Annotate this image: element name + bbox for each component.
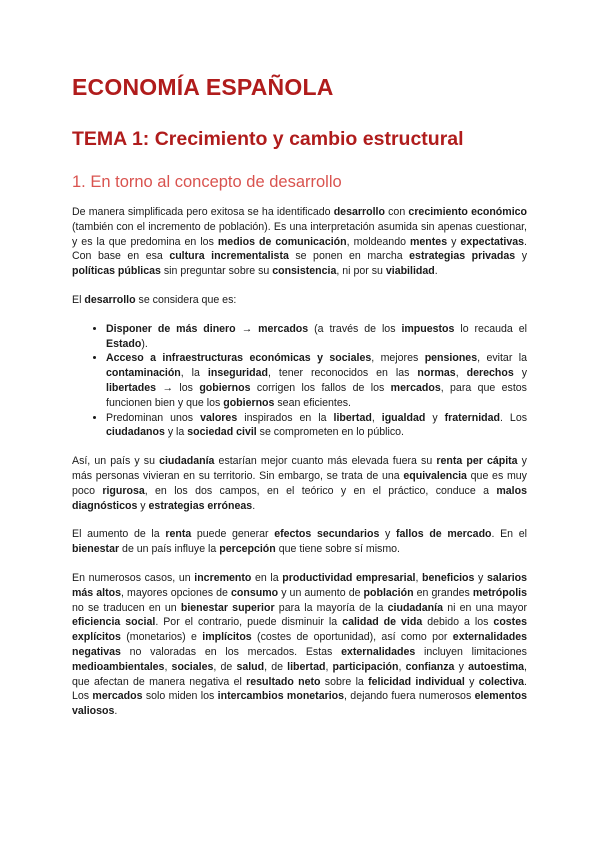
bold-term: consistencia — [272, 265, 337, 278]
text-run: , — [371, 411, 382, 424]
bold-term: políticas públicas — [72, 265, 161, 278]
text-run: , que afectan de manera negativa el — [72, 660, 527, 688]
bold-term: Disponer de más dinero → mercados — [106, 322, 309, 335]
text-run: . Con base en esa — [72, 235, 527, 263]
bold-term: normas — [417, 367, 456, 380]
bold-term: crecimiento económico — [408, 206, 528, 218]
text-run: Así, un país y su — [72, 455, 160, 468]
text-run: , — [164, 660, 172, 673]
text-run: , dejando fuera numerosos — [344, 690, 475, 703]
text-run: En numerosos casos, un — [72, 571, 195, 584]
text-run: , tener reconocidos en las — [267, 367, 418, 380]
bold-term: renta — [165, 528, 192, 541]
bold-term: libertad — [333, 411, 372, 424]
text-run: De manera simplificada pero exitosa se ha identificado — [72, 206, 334, 218]
bold-term: estrategias erróneas — [148, 499, 253, 512]
text-run: El aumento de la — [72, 528, 166, 541]
text-run: (también con el incremento de población). Es una interpretación asumida sin apenas cuestionar, y es la que predomina en los — [72, 220, 527, 248]
text-run: , evitar la — [477, 352, 528, 365]
bold-term: viabilidad — [385, 265, 435, 278]
text-run: con — [384, 206, 409, 218]
bold-term: ciudadanos — [106, 426, 165, 439]
text-run: lo recauda el — [454, 322, 527, 335]
bold-term: impuestos — [401, 322, 455, 335]
paragraph-development-definition — [72, 293, 527, 308]
text-run: , de — [213, 660, 237, 673]
text-run: , en los dos campos, en el teórico y en el práctico, conduce a — [144, 484, 497, 497]
bold-term: calidad de vida — [342, 616, 423, 629]
text-run: → los — [156, 381, 200, 394]
bold-term: equivalencia — [403, 469, 467, 482]
text-run: y — [454, 660, 469, 673]
paragraph-income — [72, 454, 527, 513]
text-run: solo miden los — [142, 690, 218, 703]
text-run: (costes de oportunidad), así como por — [251, 631, 453, 644]
bold-term: cultura incrementalista — [169, 250, 289, 263]
bold-term: bienestar superior — [180, 601, 275, 614]
text-run: sobre la — [320, 675, 369, 688]
text-run: , — [325, 660, 333, 673]
bold-term: gobiernos — [223, 396, 275, 409]
text-run: y — [447, 235, 461, 248]
bold-term: Estado — [106, 337, 142, 350]
bold-term: bienestar — [72, 543, 120, 556]
bullet-item-infrastructure — [106, 351, 527, 410]
text-run: para la mayoría de la — [274, 601, 388, 614]
bold-term: estrategias privadas — [409, 250, 516, 263]
text-run: Predominan unos — [106, 411, 201, 424]
bold-term: expectativas — [460, 235, 525, 248]
text-run: , la — [180, 367, 208, 380]
text-run: y la — [164, 426, 188, 439]
bold-term: mentes — [410, 235, 448, 248]
bold-term: externalidades — [341, 645, 416, 658]
text-run: ni en una mayor — [442, 601, 527, 614]
text-run: se ponen en marcha — [288, 250, 410, 263]
bold-term: beneficios — [422, 571, 475, 584]
bold-term: efectos secundarios — [274, 528, 380, 541]
text-run: no valoradas en los mercados. Estas — [120, 645, 342, 658]
bold-term: confianza — [405, 660, 455, 673]
bold-term: malos diagnósticos — [72, 484, 527, 512]
bullet-list — [72, 322, 527, 440]
bold-term: colectiva — [478, 675, 525, 688]
bold-term: desarrollo — [333, 206, 385, 218]
text-run: (monetarios) e — [120, 631, 203, 644]
text-run: sean eficientes. — [274, 396, 351, 409]
text-run: y un aumento de — [278, 586, 364, 599]
bold-term: externalidades negativas — [72, 631, 527, 658]
bullet-item-money — [106, 322, 527, 352]
text-run: debido a los — [422, 616, 494, 629]
bold-term: consumo — [231, 586, 279, 599]
bold-term: igualdad — [381, 411, 426, 424]
bold-term: percepción — [219, 543, 276, 556]
text-run: puede generar — [191, 528, 275, 541]
bold-term: autoestima — [468, 660, 525, 673]
bold-term: inseguridad — [207, 367, 268, 380]
bold-term: participación — [332, 660, 399, 673]
bold-term: fraternidad — [444, 411, 500, 424]
bold-term: desarrollo — [84, 293, 136, 306]
text-run: . — [114, 705, 118, 718]
text-run: en grandes — [413, 586, 473, 599]
text-run: , para que estos funcionen bien y que los — [106, 381, 527, 409]
bold-term: costes explícitos — [72, 616, 527, 644]
bold-term: ciudadanía — [159, 455, 215, 468]
text-run: , de — [264, 660, 288, 673]
text-run: y — [474, 571, 487, 584]
bold-term: intercambios monetarios — [217, 690, 345, 703]
text-run: y — [379, 528, 396, 541]
bold-term: medios de comunicación — [217, 235, 347, 248]
text-run: que tiene sobre sí mismo. — [275, 543, 401, 556]
document-body — [72, 205, 527, 733]
text-run: corrigen los fallos de los — [250, 381, 391, 394]
text-run: , — [398, 660, 406, 673]
paragraph-intro — [72, 205, 527, 279]
bold-term: mercados — [390, 381, 441, 394]
text-run: y más personas vivieran en su territorio. Sin embargo, se trata de una — [72, 455, 527, 482]
bold-term: elementos valiosos — [72, 690, 527, 718]
text-run: , — [415, 571, 423, 584]
document-title: ECONOMÍA ESPAÑOLA — [72, 74, 334, 100]
text-run: . Por el contrario, puede disminuir la — [155, 616, 343, 629]
text-run: que es muy poco — [72, 469, 527, 497]
bold-term: eficiencia social — [72, 616, 156, 629]
text-run: . Los — [72, 675, 527, 703]
text-run: en la — [251, 571, 283, 584]
bold-term: gobiernos — [199, 381, 251, 394]
bold-term: resultado neto — [246, 675, 321, 688]
text-run: , ni por su — [336, 265, 386, 278]
bold-term: salarios más altos — [72, 571, 528, 599]
text-run: y — [513, 367, 527, 380]
bold-term: ciudadanía — [387, 601, 443, 614]
bold-term: sociales — [171, 660, 214, 673]
text-run: inspirados en la — [237, 411, 334, 424]
bold-term: implícitos — [202, 631, 252, 644]
text-run: , — [455, 367, 467, 380]
bold-term: renta per cápita — [436, 455, 518, 468]
bold-term: pensiones — [424, 352, 478, 365]
bold-term: fallos de mercado — [396, 528, 492, 541]
text-run: , mejores — [371, 352, 425, 365]
text-run: de un país influye la — [119, 543, 220, 556]
paragraph-externalities — [72, 571, 527, 719]
text-run: . — [434, 265, 438, 278]
text-run: . En el — [491, 528, 527, 541]
bold-term: mercados — [92, 690, 143, 703]
bold-term: Acceso a infraestructuras económicas y sociales — [106, 352, 372, 365]
bullet-item-values — [106, 411, 527, 441]
bold-term: población — [363, 586, 414, 599]
bold-term: rigurosa — [102, 484, 145, 497]
text-run: , mayores opciones de — [121, 586, 232, 599]
text-run: . — [252, 499, 256, 512]
bold-term: contaminación — [106, 367, 181, 380]
bold-term: derechos — [466, 367, 514, 380]
text-run: no se traducen en un — [72, 601, 181, 614]
section-heading: 1. En torno al concepto de desarrollo — [72, 173, 342, 191]
text-run: sin preguntar sobre su — [160, 265, 273, 278]
text-run: y — [425, 411, 445, 424]
paragraph-welfare — [72, 527, 527, 557]
text-run: . Los — [499, 411, 528, 424]
bold-term: metrópolis — [472, 586, 527, 599]
text-run: y — [515, 250, 527, 263]
bold-term: sociedad civil — [187, 426, 257, 439]
text-run: se comprometen en lo público. — [256, 426, 404, 439]
text-run: (a través de los — [308, 322, 402, 335]
text-run: , moldeando — [346, 235, 410, 248]
bold-term: medioambientales — [72, 660, 165, 673]
text-run: El — [72, 293, 85, 306]
bold-term: libertad — [287, 660, 326, 673]
bold-term: salud — [236, 660, 265, 673]
text-run: estarían mejor cuanto más elevada fuera su — [214, 455, 437, 468]
bold-term: productividad empresarial — [282, 571, 416, 584]
bold-term: libertades — [106, 381, 157, 394]
text-run: incluyen limitaciones — [415, 645, 527, 658]
text-run: se considera que es: — [135, 293, 237, 306]
bold-term: incremento — [194, 571, 252, 584]
topic-heading: TEMA 1: Crecimiento y cambio estructural — [72, 128, 464, 150]
text-run: y — [137, 499, 149, 512]
text-run: y — [464, 675, 479, 688]
text-run: ). — [141, 337, 148, 350]
bold-term: valores — [200, 411, 238, 424]
bold-term: felicidad individual — [368, 675, 465, 688]
